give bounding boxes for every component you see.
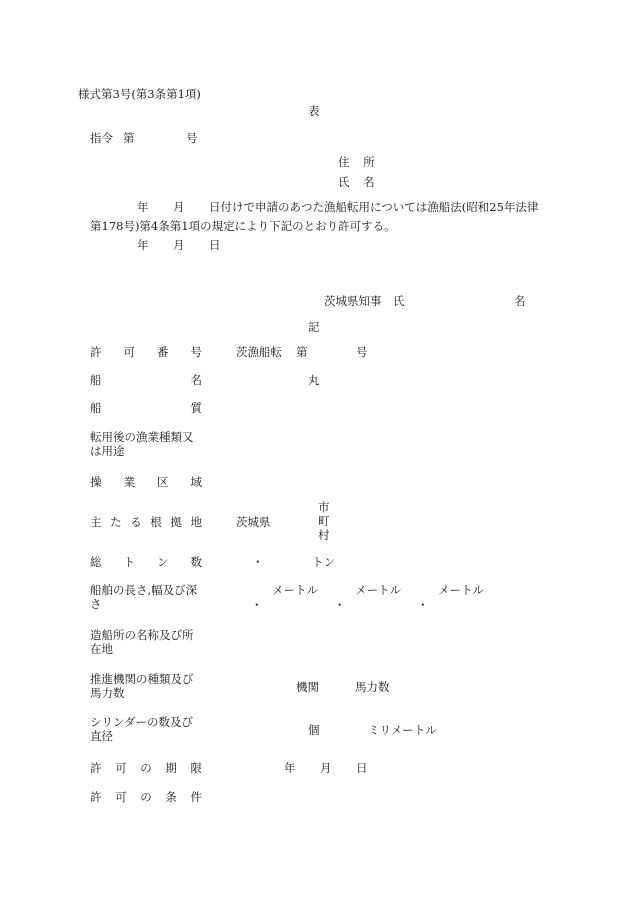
address-label: 住 所 <box>338 155 380 169</box>
form-title: 様式第3号(第3条第1項) <box>78 87 201 101</box>
engine-label: 推進機関の種類及び馬力数 <box>90 672 194 700</box>
home-port-label: 主 た る 根 拠 地 <box>90 515 202 529</box>
directive-shirei: 指令 <box>90 131 113 145</box>
body-month: 月 <box>173 200 185 214</box>
body-line1: 日付けで申請のあつた漁船転用については漁船法(昭和25年法律 <box>209 200 539 214</box>
dimensions-depth-dot: ・ <box>417 598 429 612</box>
permit-period-label: 許 可 の 期 限 <box>90 761 202 775</box>
name-label: 氏 名 <box>338 175 380 189</box>
permit-number-prefix: 茨漁船転 <box>236 345 282 359</box>
dimensions-width-unit: メートル <box>355 583 401 597</box>
home-port-mura: 村 <box>318 528 330 542</box>
permit-number-go: 号 <box>356 345 368 359</box>
date-year: 年 <box>137 238 149 252</box>
ship-name-maru: 丸 <box>308 373 320 387</box>
cylinder-ko: 個 <box>308 723 320 737</box>
dimensions-length-dot: ・ <box>251 598 263 612</box>
dimensions-depth-unit: メートル <box>438 583 484 597</box>
gross-tonnage-unit: トン <box>312 555 335 569</box>
permit-period-year: 年 <box>284 761 296 775</box>
shipyard-label: 造船所の名称及び所在地 <box>90 628 194 656</box>
permit-number-label: 許 可 番 号 <box>90 345 202 359</box>
cylinder-mm: ミリメートル <box>368 723 437 737</box>
front-label: 表 <box>308 104 320 118</box>
body-year: 年 <box>137 200 149 214</box>
ship-name-label: 船 名 <box>90 373 202 387</box>
permit-period-day: 日 <box>356 761 368 775</box>
dimensions-label: 船舶の長さ,幅及び深さ <box>90 583 198 611</box>
hull-material-label: 船 質 <box>90 401 202 415</box>
gross-tonnage-label: 総 ト ン 数 <box>90 555 202 569</box>
gross-tonnage-dot: ・ <box>252 555 264 569</box>
permit-period-month: 月 <box>320 761 332 775</box>
date-day: 日 <box>209 238 221 252</box>
signer-title: 茨城県知事 氏 <box>324 294 405 308</box>
ki-label: 記 <box>308 320 320 334</box>
home-port-shi: 市 <box>318 500 330 514</box>
engine-bariki: 馬力数 <box>355 680 390 694</box>
operating-area-label: 操 業 区 域 <box>90 475 202 489</box>
home-port-prefecture: 茨城県 <box>236 515 271 529</box>
home-port-machi: 町 <box>318 514 330 528</box>
permit-conditions-label: 許 可 の 条 件 <box>90 790 202 804</box>
fishery-type-label: 転用後の漁業種類又は用途 <box>90 430 194 458</box>
directive-dai: 第 <box>123 131 135 145</box>
directive-go: 号 <box>186 131 198 145</box>
dimensions-width-dot: ・ <box>334 598 346 612</box>
date-month: 月 <box>173 238 185 252</box>
permit-number-dai: 第 <box>296 345 308 359</box>
body-line2: 第178号)第4条第1項の規定により下記のとおり許可する。 <box>90 219 396 233</box>
cylinder-label: シリンダーの数及び直径 <box>90 715 194 743</box>
dimensions-length-unit: メートル <box>272 583 318 597</box>
signer-name-suffix: 名 <box>514 294 526 308</box>
engine-kikan: 機関 <box>296 680 319 694</box>
